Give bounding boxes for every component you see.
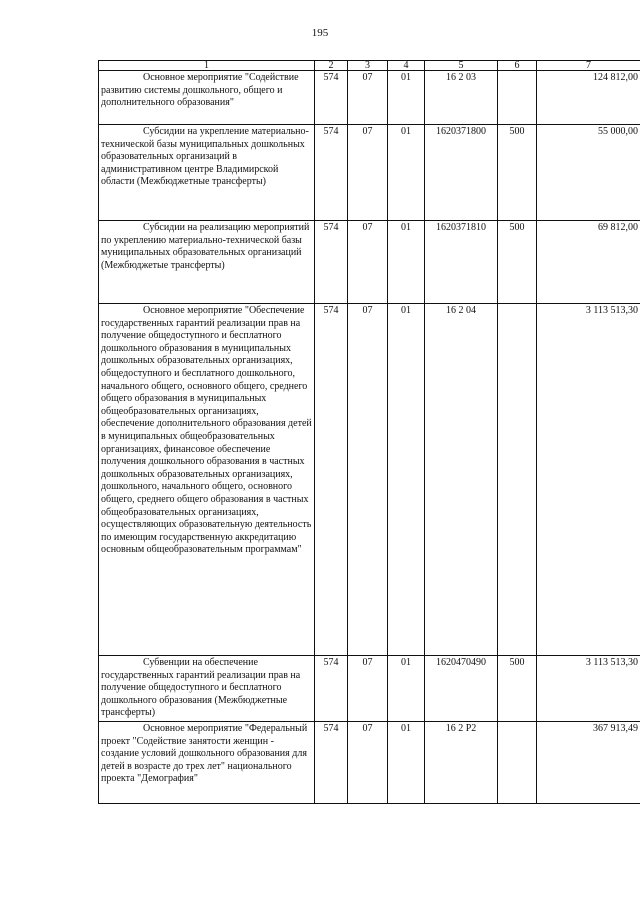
amount-cell: 367 913,49	[537, 721, 640, 803]
row-name: Основное мероприятие "Федеральный проект "Содействие занятости женщин - создание условий дошкольного образования для детей в возрасте до трех лет" национального проекта "Демография"	[101, 722, 308, 785]
table-row	[99, 125, 640, 221]
admin-code-cell: 574	[315, 656, 348, 722]
row-name-cell	[99, 656, 315, 722]
amount-cell: 3 113 513,30	[537, 304, 640, 656]
section-cell: 07	[348, 721, 388, 803]
header-row	[99, 61, 640, 71]
section-cell: 07	[348, 304, 388, 656]
expense-type-cell	[498, 721, 537, 803]
admin-code-cell: 574	[315, 71, 348, 125]
target-article-cell: 1620470490	[425, 656, 498, 722]
column-header-1: 1	[99, 61, 315, 71]
amount-cell: 69 812,00	[537, 221, 640, 304]
subsection-cell: 01	[388, 304, 425, 656]
column-header-3: 3	[348, 61, 388, 71]
subsection-cell: 01	[388, 71, 425, 125]
target-article-cell: 1620371800	[425, 125, 498, 221]
admin-code-cell: 574	[315, 721, 348, 803]
column-header-4: 4	[388, 61, 425, 71]
target-article-cell: 16 2 03	[425, 71, 498, 125]
target-article-cell: 1620371810	[425, 221, 498, 304]
column-header-6: 6	[498, 61, 537, 71]
table-row	[99, 721, 640, 803]
expense-type-cell: 500	[498, 221, 537, 304]
row-name: Субсидии на укрепление материально-технической базы муниципальных дошкольных образовательных организаций в административном центре Владимирской области (Межбюджетные трансферты)	[101, 126, 309, 188]
table-row	[99, 71, 640, 125]
subsection-cell: 01	[388, 125, 425, 221]
subsection-cell: 01	[388, 721, 425, 803]
row-name: Субсидии на реализацию мероприятий по укреплению материально-технической базы муниципальных образовательных организаций (Межбюджетые трансферты)	[101, 222, 310, 271]
admin-code-cell: 574	[315, 125, 348, 221]
column-header-2: 2	[315, 61, 348, 71]
expense-type-cell	[498, 71, 537, 125]
subsection-cell: 01	[388, 656, 425, 722]
row-name-cell	[99, 221, 315, 304]
amount-cell: 55 000,00	[537, 125, 640, 221]
section-cell: 07	[348, 656, 388, 722]
row-name: Субвенции на обеспечение государственных гарантий реализации прав на получение общедоступного и бесплатного дошкольного образования (Межбюджетные трансферты)	[101, 657, 301, 719]
table-row	[99, 304, 640, 656]
section-cell: 07	[348, 71, 388, 125]
budget-table	[98, 60, 640, 804]
subsection-cell: 01	[388, 221, 425, 304]
section-cell: 07	[348, 221, 388, 304]
amount-cell: 124 812,00	[537, 71, 640, 125]
target-article-cell: 16 2 P2	[425, 721, 498, 803]
target-article-cell: 16 2 04	[425, 304, 498, 656]
row-name: Основное мероприятие "Содействие развитию системы дошкольного, общего и дополнительного образования"	[101, 72, 299, 109]
table-row	[99, 221, 640, 304]
amount-cell: 3 113 513,30	[537, 656, 640, 722]
column-header-5: 5	[425, 61, 498, 71]
column-header-7: 7	[537, 61, 640, 71]
row-name-cell	[99, 721, 315, 803]
row-name-cell	[99, 71, 315, 125]
row-name: Основное мероприятие "Обеспечение государственных гарантий реализации прав на получение общедоступного и бесплатного дошкольного образования в муниципальных дошкольных образовательных организациях, общедоступного и бесплатного дошкольного, начального общего, основного общего, среднего общего образования в муниципальных общеобразовательных организациях, обеспечение дополнительного образования детей в муниципальных общеобразовательных организациях, финансовое обеспечение получения дошкольного образования в частных дошкольных образовательных организациях, дошкольного, начального общего, основного общего, среднего общего образования в частных общеобразовательных организациях, осуществляющих образовательную деятельность по имеющим государственную аккредитацию основным общеобразовательным программам"	[101, 305, 312, 556]
page-number: 195	[311, 27, 329, 39]
expense-type-cell: 500	[498, 125, 537, 221]
admin-code-cell: 574	[315, 221, 348, 304]
row-name-cell	[99, 125, 315, 221]
table-row	[99, 656, 640, 722]
section-cell: 07	[348, 125, 388, 221]
expense-type-cell	[498, 304, 537, 656]
row-name-cell	[99, 304, 315, 656]
admin-code-cell: 574	[315, 304, 348, 656]
expense-type-cell: 500	[498, 656, 537, 722]
